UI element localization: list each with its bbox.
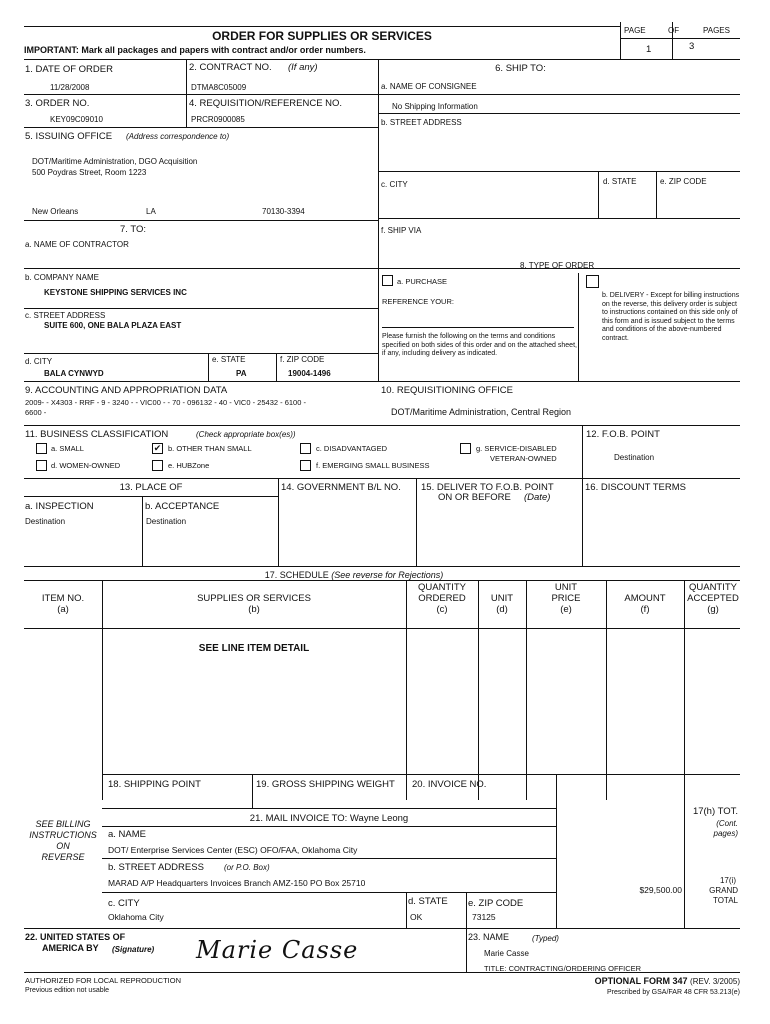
discount-terms-label: 16. DISCOUNT TERMS xyxy=(585,482,687,493)
to-label: 7. TO: xyxy=(120,224,147,235)
col-qty-accepted xyxy=(684,582,742,615)
col-unit-price xyxy=(526,582,606,615)
emerging-small-label: f. EMERGING SMALL BUSINESS xyxy=(316,461,430,470)
acceptance-value: Destination xyxy=(146,517,187,526)
typed-name-hint: (Typed) xyxy=(532,934,559,943)
business-class-hint: (Check appropriate box(es)) xyxy=(196,430,296,439)
invoice-zip-label: e. ZIP CODE xyxy=(468,898,524,909)
grand-total-label-1: 17(i) xyxy=(719,876,736,885)
contractor-city-label: d. CITY xyxy=(25,357,53,366)
col-unit-price-code: (e) xyxy=(560,604,572,615)
footer-previous-edition: Previous edition not usable xyxy=(25,987,110,994)
col-supplies-title: SUPPLIES OR SERVICES xyxy=(197,593,311,604)
col-amount xyxy=(606,593,684,615)
pages-value: 3 xyxy=(689,41,695,52)
footer-form-name: OPTIONAL FORM 347 xyxy=(594,976,688,986)
small-label: a. SMALL xyxy=(51,444,84,453)
col-unit-price-title-1: UNIT xyxy=(554,582,578,593)
ship-state-label: d. STATE xyxy=(603,177,637,186)
other-than-small-checkbox[interactable] xyxy=(152,443,163,454)
col-item-no-code: (a) xyxy=(57,604,69,615)
ship-to-label: 6. SHIP TO: xyxy=(495,63,546,74)
date-hint: (Date) xyxy=(524,492,551,503)
reference-your-label: REFERENCE YOUR: xyxy=(382,297,454,306)
col-unit-price-title-2: PRICE xyxy=(551,593,581,604)
schedule-label-text: 17. SCHEDULE xyxy=(264,570,329,580)
pages-label: PAGES xyxy=(703,26,730,35)
invoice-state-label: d. STATE xyxy=(408,896,448,907)
contract-no-hint: (If any) xyxy=(288,62,318,73)
footer-prescribed: Prescribed by GSA/FAR 48 CFR 53.213(e) xyxy=(606,989,740,996)
col-supplies xyxy=(102,593,406,615)
billing-note-line-3: ON xyxy=(56,841,70,851)
on-or-before-label: ON OR BEFORE xyxy=(438,492,511,503)
consignee-value: No Shipping Information xyxy=(392,102,478,111)
contractor-name-label: a. NAME OF CONTRACTOR xyxy=(25,240,129,249)
invoice-city-value: Oklahoma City xyxy=(108,912,164,922)
inspection-value: Destination xyxy=(25,517,66,526)
form-title: ORDER FOR SUPPLIES OR SERVICES xyxy=(212,29,432,43)
issuing-office-line2: 500 Poydras Street, Room 1223 xyxy=(32,168,147,177)
requisition-no-value: PRCR0900085 xyxy=(191,115,245,124)
contractor-zip-label: f. ZIP CODE xyxy=(280,355,325,364)
consignee-label: a. NAME OF CONSIGNEE xyxy=(381,82,477,91)
col-qty-accepted-title-2: ACCEPTED xyxy=(687,593,739,604)
shipping-point-label: 18. SHIPPING POINT xyxy=(108,779,201,790)
invoice-zip-value: 73125 xyxy=(472,912,496,922)
col-qty-ordered-title-2: ORDERED xyxy=(418,593,466,604)
disadvantaged-checkbox[interactable] xyxy=(300,443,311,454)
contract-no-value: DTMA8C05009 xyxy=(191,83,247,92)
schedule-label xyxy=(102,570,606,580)
ship-via-label: f. SHIP VIA xyxy=(381,226,422,235)
of-label: OF xyxy=(668,26,680,35)
requisition-no-label: 4. REQUISITION/REFERENCE NO. xyxy=(189,98,343,109)
service-disabled-label: g. SERVICE-DISABLED xyxy=(476,444,557,453)
fob-point-label: 12. F.O.B. POINT xyxy=(586,429,660,440)
ship-zip-label: e. ZIP CODE xyxy=(660,177,707,186)
issuing-office-city: New Orleans xyxy=(32,207,79,216)
contractor-street-label: c. STREET ADDRESS xyxy=(25,311,106,320)
purchase-label: a. PURCHASE xyxy=(397,277,448,286)
check-mark-icon: ✔ xyxy=(153,443,162,453)
billing-instructions-note xyxy=(24,819,102,863)
total-cont-label: 17(h) TOT. xyxy=(692,806,738,817)
issuing-office-zip: 70130-3394 xyxy=(262,207,305,216)
col-qty-accepted-code: (g) xyxy=(707,604,719,615)
issuing-office-state: LA xyxy=(146,207,156,216)
emerging-small-checkbox[interactable] xyxy=(300,460,311,471)
small-checkbox[interactable] xyxy=(36,443,47,454)
invoice-city-label: c. CITY xyxy=(108,898,140,909)
type-of-order-label: 8. TYPE OF ORDER xyxy=(520,261,595,270)
invoice-street-label: b. STREET ADDRESS xyxy=(108,862,204,873)
contractor-street-value: SUITE 600, ONE BALA PLAZA EAST xyxy=(44,321,182,330)
officer-title: TITLE: CONTRACTING/ORDERING OFFICER xyxy=(484,964,642,973)
grand-total-label-2: GRAND xyxy=(709,886,738,895)
billing-note-line-2: INSTRUCTIONS xyxy=(29,830,97,840)
mail-invoice-label: 21. MAIL INVOICE TO: Wayne Leong xyxy=(249,813,409,824)
place-of-label: 13. PLACE OF xyxy=(119,482,183,493)
page-value: 1 xyxy=(646,44,652,55)
typed-name-value: Marie Casse xyxy=(484,949,529,958)
company-name-value: KEYSTONE SHIPPING SERVICES INC xyxy=(44,288,187,297)
purchase-checkbox[interactable] xyxy=(382,275,393,286)
grand-total-amount: $29,500.00 xyxy=(639,885,682,895)
invoice-street-value: MARAD A/P Headquarters Invoices Branch AMZ-150 PO Box 25710 xyxy=(108,878,366,888)
col-qty-accepted-title-1: QUANTITY xyxy=(688,582,738,593)
order-no-label: 3. ORDER NO. xyxy=(25,98,90,109)
col-unit xyxy=(478,593,526,615)
delivery-checkbox[interactable] xyxy=(586,275,599,288)
accounting-value-2: 6600 - xyxy=(25,408,47,417)
col-item-no xyxy=(24,593,102,615)
hubzone-label: e. HUBZone xyxy=(168,461,210,470)
contractor-zip-value: 19004-1496 xyxy=(288,369,331,378)
invoice-name-label: a. NAME xyxy=(108,829,147,840)
deliver-fob-label: 15. DELIVER TO F.O.B. POINT xyxy=(421,482,554,493)
signature-hint: (Signature) xyxy=(112,945,155,954)
footer-form-id xyxy=(480,976,740,987)
disadvantaged-label: c. DISADVANTAGED xyxy=(316,444,387,453)
fob-point-value: Destination xyxy=(614,453,655,462)
order-no-value: KEY09C09010 xyxy=(50,115,103,124)
gov-bl-label: 14. GOVERNMENT B/L NO. xyxy=(281,482,401,493)
col-qty-ordered-title-1: QUANTITY xyxy=(417,582,467,593)
col-qty-ordered-code: (c) xyxy=(436,604,448,615)
billing-note-line-1: SEE BILLING xyxy=(35,819,91,829)
reference-line xyxy=(382,327,574,328)
service-disabled-checkbox[interactable] xyxy=(460,443,471,454)
delivery-text: b. DELIVERY - Except for billing instructions on the reverse, this delivery order is subject to instructions contained on this side only of this form and is issued subject to the terms and conditions of the above-numbered contract. xyxy=(602,292,740,342)
women-owned-checkbox[interactable] xyxy=(36,460,47,471)
schedule-hint: (See reverse for Rejections) xyxy=(331,570,444,580)
issuing-office-label: 5. ISSUING OFFICE xyxy=(25,131,113,142)
col-supplies-code: (b) xyxy=(248,604,260,615)
issuing-office-line1: DOT/Maritime Administration, DGO Acquisition xyxy=(32,157,198,166)
grand-total-label-3: TOTAL xyxy=(712,896,738,905)
ship-street-label: b. STREET ADDRESS xyxy=(381,118,462,127)
accounting-label: 9. ACCOUNTING AND APPROPRIATION DATA xyxy=(25,385,228,396)
contract-no-label: 2. CONTRACT NO. xyxy=(189,62,272,73)
veteran-owned-label: VETERAN-OWNED xyxy=(490,454,557,463)
invoice-name-value: DOT/ Enterprise Services Center (ESC) OFO/FAA, Oklahoma City xyxy=(108,845,358,855)
women-owned-label: d. WOMEN-OWNED xyxy=(51,461,121,470)
billing-note-line-4: REVERSE xyxy=(41,852,85,862)
invoice-no-label: 20. INVOICE NO. xyxy=(412,779,487,790)
acceptance-label: b. ACCEPTANCE xyxy=(145,501,220,512)
col-qty-ordered xyxy=(406,582,478,615)
business-class-label: 11. BUSINESS CLASSIFICATION xyxy=(25,429,169,440)
purchase-text: Please furnish the following on the terms and conditions specified on both sides of this order and on the attached sheet, if any, including delivery as indicated. xyxy=(382,333,577,357)
us-america-label-1: 22. UNITED STATES OF xyxy=(25,932,126,942)
total-cont-hint-1: (Cont. xyxy=(716,819,738,828)
footer-revision: (REV. 3/2005) xyxy=(690,977,740,986)
gross-weight-label: 19. GROSS SHIPPING WEIGHT xyxy=(256,779,395,790)
col-unit-title: UNIT xyxy=(490,593,514,604)
invoice-state-value: OK xyxy=(410,912,423,922)
date-of-order-label: 1. DATE OF ORDER xyxy=(25,64,113,75)
inspection-label: a. INSPECTION xyxy=(25,501,94,512)
contractor-state-value: PA xyxy=(236,369,247,378)
other-than-small-label: b. OTHER THAN SMALL xyxy=(168,444,252,453)
issuing-office-hint: (Address correspondence to) xyxy=(126,132,230,141)
important-notice: IMPORTANT: Mark all packages and papers with contract and/or order numbers. xyxy=(24,45,366,55)
contractor-state-label: e. STATE xyxy=(212,355,246,364)
requisitioning-office-value: DOT/Maritime Administration, Central Region xyxy=(391,407,572,417)
contractor-city-value: BALA CYNWYD xyxy=(44,369,104,378)
typed-name-label: 23. NAME xyxy=(468,932,510,942)
col-amount-title: AMOUNT xyxy=(624,593,666,604)
date-of-order-value: 11/28/2008 xyxy=(50,83,90,92)
hubzone-checkbox[interactable] xyxy=(152,460,163,471)
page-label: PAGE xyxy=(624,26,646,35)
signature: Marie Casse xyxy=(196,936,359,964)
footer-reproduction: AUTHORIZED FOR LOCAL REPRODUCTION xyxy=(25,976,181,985)
line-item-detail: SEE LINE ITEM DETAIL xyxy=(198,643,310,654)
invoice-street-hint: (or P.O. Box) xyxy=(224,863,270,872)
requisitioning-office-label: 10. REQUISITIONING OFFICE xyxy=(381,385,513,396)
col-item-no-title: ITEM NO. xyxy=(41,593,85,604)
total-cont-hint-2: pages) xyxy=(713,829,738,838)
col-unit-code: (d) xyxy=(496,604,508,615)
ship-city-label: c. CITY xyxy=(381,180,408,189)
accounting-value-1: 2009- - X4303 - RRF - 9 - 3240 - - VIC00 - - 70 - 096132 - 40 - VIC0 - 25432 - 6100 - xyxy=(25,398,306,407)
col-amount-code: (f) xyxy=(640,604,650,615)
us-america-label-2: AMERICA BY xyxy=(42,943,99,953)
company-name-label: b. COMPANY NAME xyxy=(25,273,99,282)
